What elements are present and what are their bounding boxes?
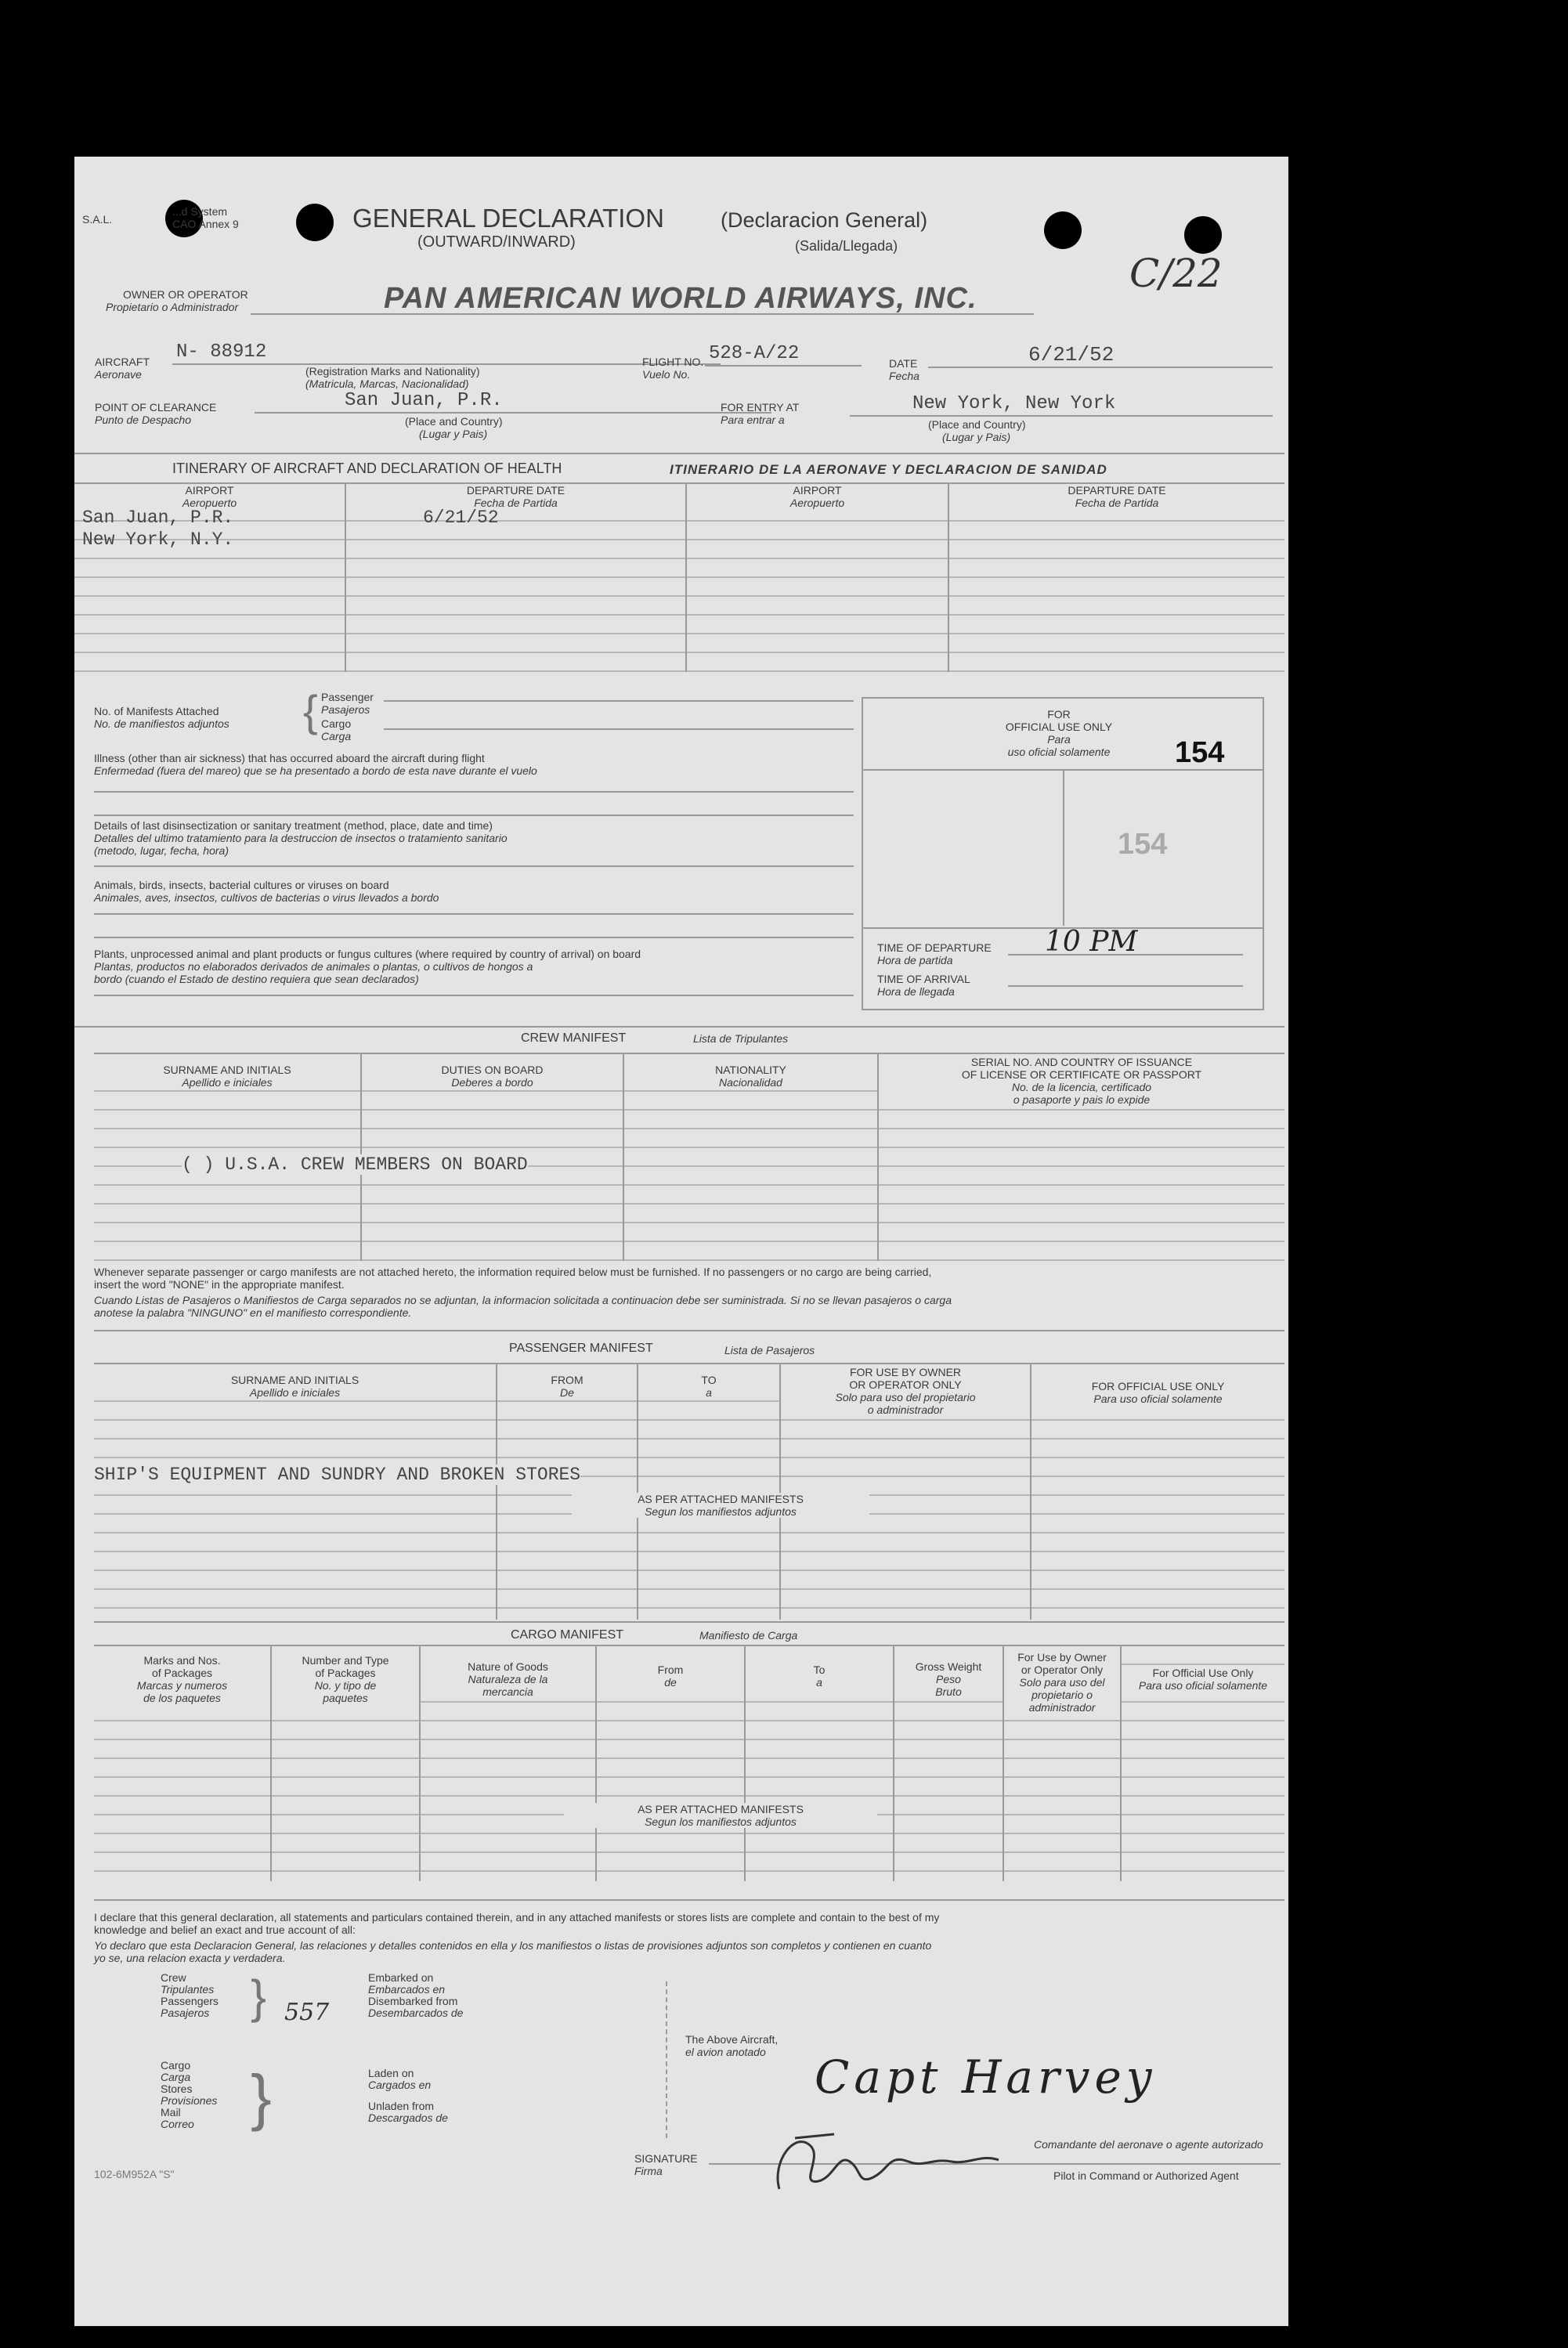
cargo-heading: CARGO MANIFEST [511,1628,624,1642]
entry-value: New York, New York [912,393,1116,414]
col-airport: AIRPORT Aeropuerto [74,484,345,509]
page-mark: C/22 [1129,251,1223,296]
itinerary-heading-es: ITINERARIO DE LA AERONAVE Y DECLARACION DE SANIDAD [670,462,1107,477]
cargo-stores-labels: Cargo Carga Stores Provisiones Mail Correo [161,2059,218,2130]
signature-label-es: Firma [634,2165,663,2177]
passenger-heading: PASSENGER MANIFEST [509,1342,653,1355]
cargo-col-owner: For Use by Owner or Operator Only Solo para uso del propietario o administrador [1004,1651,1120,1714]
cargo-col-packages: Number and Type of Packages No. y tipo de paquetes [272,1654,419,1704]
passenger-col-official: FOR OFFICIAL USE ONLY Para uso oficial solamente [1031,1380,1284,1405]
flight-label-es: Vuelo No. [642,368,691,381]
official-heading: FOR OFFICIAL USE ONLY Para uso oficial solamente [1005,708,1113,758]
crew-col-nationality: NATIONALITY Nacionalidad [624,1064,877,1089]
crew-passenger-labels: Crew Tripulantes Passengers Pasajeros [161,1971,219,2019]
clearance-label: POINT OF CLEARANCE [95,401,217,414]
animals-question: Animals, birds, insects, bacterial cultures or viruses on board [94,879,389,891]
form-title: GENERAL DECLARATION [352,204,664,233]
aircraft-label-es: Aeronave [95,368,142,381]
registration-hint: (Registration Marks and Nationality) [305,365,480,377]
cargo-col-weight: Gross Weight Peso Bruto [894,1660,1003,1698]
signer-label-es: Comandante del aeronave o agente autorizado [1034,2138,1263,2151]
date-label-es: Fecha [889,370,919,382]
illness-question-es: Enfermedad (fuera del mareo) que se ha presentado a bordo de esta nave durante el vuelo [94,764,537,777]
handwritten-note: 557 [284,1999,330,2026]
passenger-table [94,1364,1284,1620]
crew-table [94,1054,1284,1261]
cargo-col-from: From de [597,1663,744,1689]
brace: { [303,686,318,735]
crew-col-duties: DUTIES ON BOARD Deberes a bordo [362,1064,623,1089]
crew-entry: ( ) U.S.A. CREW MEMBERS ON BOARD [182,1154,528,1175]
itinerary-airport-2: New York, N.Y. [82,529,234,550]
form-ref: CAO Annex 9 [172,218,239,230]
place-hint: (Place and Country) [405,415,503,428]
declaration-es: Yo declaro que esta Declaracion General, las relaciones y detalles contenidos en ella y los manifiestos o listas de provisiones adjuntos son completos y contienen en cuanto [94,1939,932,1952]
departure-time-label-es: Hora de partida [877,954,953,966]
col-departure-date: DEPARTURE DATE Fecha de Partida [949,484,1284,509]
illness-question: Illness (other than air sickness) that has occurred aboard the aircraft during flight [94,752,485,764]
cargo-col-official: For Official Use Only Para uso oficial solamente [1122,1667,1284,1692]
form-ref: ...d System [172,205,228,218]
captain-name: Capt Harvey [815,2050,1157,2104]
disinsect-question: Details of last disinsectization or sanitary treatment (method, place, date and time) [94,819,493,832]
plants-question-es: Plantas, productos no elaborados derivados de animales o plantas, o cultivos de hongos a [94,960,533,973]
declaration-es: yo se, una relacion exacta y verdadera. [94,1952,286,1964]
manifests-label-es: No. de manifiestos adjuntos [94,717,229,730]
form-title-es: (Declaracion General) [721,208,928,232]
cargo-col-marks: Marks and Nos. of Packages Marcas y numeros de los paquetes [94,1654,270,1704]
notice-es: anotese la palabra "NINGUNO" en el manifiesto correspondiente. [94,1306,412,1319]
manifests-label: No. of Manifests Attached [94,705,219,717]
place-hint-es: (Lugar y Pais) [942,431,1011,443]
departure-time-value: 10 PM [1045,926,1138,958]
disinsect-question-es: Detalles del ultimo tratamiento para la destruccion de insectos o tratamiento sanitario [94,832,508,844]
disinsect-question-es: (metodo, lugar, fecha, hora) [94,844,229,857]
cargo-col-goods: Nature of Goods Naturaleza de la mercancia [421,1660,595,1698]
passenger-attached: AS PER ATTACHED MANIFESTS Segun los manifiestos adjuntos [572,1493,869,1518]
flight-value: 528-A/22 [709,343,800,364]
operator-label-es: Propietario o Administrador [106,301,239,313]
aircraft-label: AIRCRAFT [95,356,150,368]
entry-label-es: Para entrar a [721,414,785,426]
date-label: DATE [889,357,918,370]
declaration-en: I declare that this general declaration, all statements and particulars contained therein, and in any attached manifests or stores lists are complete and contain to the best of my [94,1911,940,1924]
passenger-col-to: TO a [638,1374,779,1399]
punch-hole [1184,216,1222,254]
clearance-label-es: Punto de Despacho [95,414,191,426]
passenger-col-name: SURNAME AND INITIALS Apellido e iniciales [94,1374,496,1399]
notice-en: Whenever separate passenger or cargo manifests are not attached hereto, the information required below must be furnished. If no passengers or no cargo are being carried, [94,1266,932,1278]
cargo-col-to: To a [746,1663,893,1689]
passenger-heading-es: Lista de Pasajeros [724,1344,815,1356]
itinerary-heading: ITINERARY OF AIRCRAFT AND DECLARATION OF HEALTH [172,461,562,476]
crew-col-license: SERIAL NO. AND COUNTRY OF ISSUANCE OF LICENSE OR CERTIFICATE OR PASSPORT No. de la licencia, certificado o pasaporte y pais lo expide [879,1056,1284,1106]
brace: } [251,2062,272,2132]
notice-en: insert the word "NONE" in the appropriate manifest. [94,1278,345,1291]
brace: } [251,1971,267,2023]
laden-labels: Laden on Cargados en Unladen from Descargados de [368,2067,448,2124]
cargo-label-es: Carga [321,730,352,742]
punch-hole [1044,211,1082,249]
aircraft-value: N- 88912 [176,341,267,363]
plants-question-es: bordo (cuando el Estado de destino requiera que sean declarados) [94,973,419,985]
col-airport: AIRPORT Aeropuerto [687,484,948,509]
itinerary-airport-1: San Juan, P.R. [82,508,234,528]
place-hint-es: (Lugar y Pais) [419,428,488,440]
itinerary-date-1: 6/21/52 [423,508,499,528]
signer-label: Pilot in Command or Authorized Agent [1053,2169,1239,2182]
crew-heading-es: Lista de Tripulantes [693,1032,789,1045]
itinerary-table [74,484,1284,672]
cargo-label: Cargo [321,717,352,730]
form-number: 102-6M952A "S" [94,2168,175,2180]
form-subtitle-es: (Salida/Llegada) [795,238,898,254]
passenger-col-owner: FOR USE BY OWNER OR OPERATOR ONLY Solo para uso del propietario o administrador [781,1366,1030,1416]
crew-heading: CREW MANIFEST [521,1031,627,1045]
above-aircraft-label-es: el avion anotado [685,2046,766,2058]
plants-question: Plants, unprocessed animal and plant products or fungus cultures (where required by country of arrival) on board [94,948,641,960]
flight-label: FLIGHT NO. [642,356,704,368]
punch-hole [296,204,334,241]
arrival-time-label: TIME OF ARRIVAL [877,973,970,985]
registration-hint-es: (Matricula, Marcas, Nacionalidad) [305,377,469,390]
official-use-box [862,697,1264,1010]
passenger-label-es: Pasajeros [321,703,370,716]
signature-scribble [764,2115,1014,2201]
form-ref: S.A.L. [82,213,113,226]
operator-label: OWNER OR OPERATOR [123,288,248,301]
official-number: 154 [1175,736,1225,769]
clearance-value: San Juan, P.R. [345,390,503,411]
place-hint: (Place and Country) [928,418,1026,431]
animals-question-es: Animales, aves, insectos, cultivos de bacterias o virus llevados a bordo [94,891,439,904]
notice-es: Cuando Listas de Pasajeros o Manifiestos de Carga separados no se adjuntan, la informacion solicitada a continuacion debe ser suministrada. Si no se llevan pasajeros o carga [94,1294,952,1306]
passenger-label: Passenger [321,691,374,703]
official-stamp: 154 [1118,828,1168,861]
col-departure-date: DEPARTURE DATE Fecha de Partida [346,484,685,509]
date-value: 6/21/52 [1028,343,1115,367]
passenger-entry: SHIP'S EQUIPMENT AND SUNDRY AND BROKEN STORES [94,1465,581,1485]
embarked-labels: Embarked on Embarcados en Disembarked from Desembarcados de [368,1971,464,2019]
entry-label: FOR ENTRY AT [721,401,800,414]
above-aircraft-label: The Above Aircraft, [685,2033,779,2046]
cargo-table [94,1646,1284,1881]
departure-time-label: TIME OF DEPARTURE [877,941,992,954]
cargo-attached: AS PER ATTACHED MANIFESTS Segun los manifiestos adjuntos [564,1803,877,1828]
form-subtitle: (OUTWARD/INWARD) [417,233,576,251]
declaration-form [74,157,1288,2326]
crew-col-name: SURNAME AND INITIALS Apellido e iniciales [94,1064,360,1089]
signature-label: SIGNATURE [634,2152,698,2165]
arrival-time-label-es: Hora de llegada [877,985,955,998]
passenger-col-from: FROM De [497,1374,637,1399]
declaration-en: knowledge and belief an exact and true account of all: [94,1924,356,1936]
operator-name: PAN AMERICAN WORLD AIRWAYS, INC. [384,282,977,315]
cargo-heading-es: Manifiesto de Carga [699,1629,798,1642]
